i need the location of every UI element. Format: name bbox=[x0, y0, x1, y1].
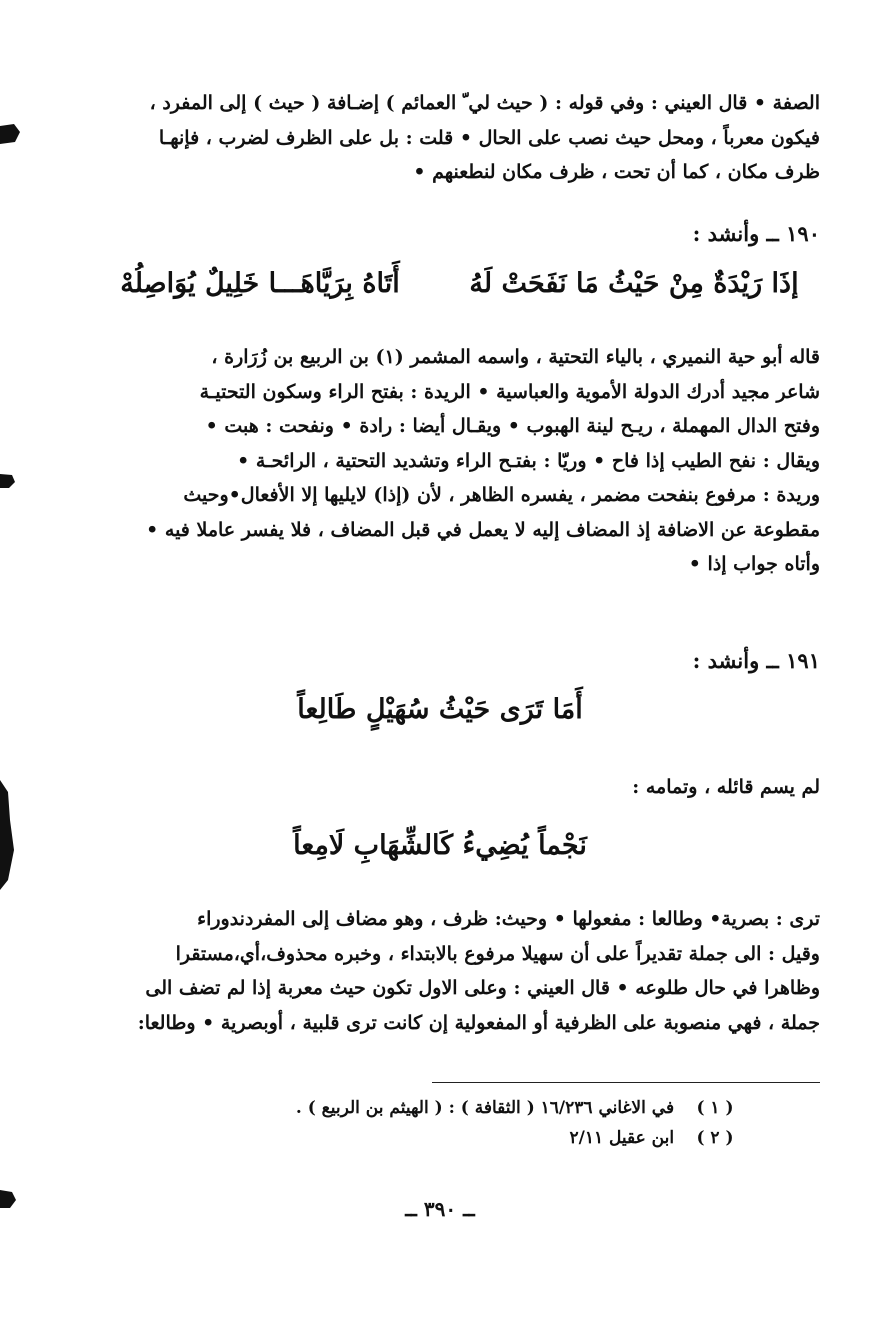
text-line: ترى : بصرية• وطالعا : مفعولها • وحيث: ظرف ، وهو مضاف إلى المفردندوراء bbox=[197, 908, 820, 930]
text-line: وظاهرا في حال طلوعه • قال العيني : وعلى الاول تكون حيث معربة إذا لم تضف الى bbox=[145, 977, 820, 999]
text-line: لم يسم قائله ، وتمامه : bbox=[632, 776, 820, 798]
verse-191-second-hemistich: نَجْماً يُضِيءُ كَالشِّهَابِ لَامِعاً bbox=[293, 830, 587, 861]
text-line: فيكون معرباً ، ومحل حيث نصب على الحال • قلت : بل على الظرف لضرب ، فإنهـا bbox=[158, 126, 820, 149]
poem-heading-191: ١٩١ ــ وأنشد : bbox=[692, 648, 820, 673]
text-line: قاله أبو حية النميري ، بالياء التحتية ، واسمه المشمر (١) بن الربيع بن زُرَارة ، bbox=[211, 346, 820, 368]
footnote-2 bbox=[150, 1128, 750, 1148]
text-line: الصفة • قال العيني : وفي قوله : ( حيث لي ّ العمائم ) إضـافة ( حيث ) إلى المفرد ، bbox=[149, 92, 820, 114]
footnote-text: ابن عقيل ٢/١١ bbox=[569, 1128, 675, 1148]
footnote-separator bbox=[432, 1082, 820, 1083]
text-line: مقطوعة عن الاضافة إذ المضاف إليه لا يعمل في قبل المضاف ، فلا يفسر عاملا فيه • bbox=[146, 518, 820, 541]
paragraph-2 bbox=[62, 340, 820, 582]
text-line: شاعر مجيد أدرك الدولة الأموية والعباسية • الريدة : بفتح الراء وسكون التحتيـة bbox=[199, 380, 820, 403]
paragraph-1 bbox=[62, 86, 820, 190]
footnote-number: ( ١ ) bbox=[696, 1098, 734, 1118]
text-line: جملة ، فهي منصوبة على الظرفية أو المفعولية إن كانت ترى قلبية ، أوبصرية • وطالعا: bbox=[137, 1011, 820, 1034]
text-line: ويقال : نفح الطيب إذا فاح • وريّا : بفتـح الراء وتشديد التحتية ، الرائحـة • bbox=[237, 449, 820, 472]
page-number: ــ ٣٩٠ ــ bbox=[405, 1197, 475, 1221]
text-line: وفتح الدال المهملة ، ريـح لينة الهبوب • ويقـال أيضا : رادة • ونفحت : هبت • bbox=[205, 415, 820, 437]
verse-190-second-hemistich: أَتَاهُ بِرَيَّاهَـــا خَلِيلٌ يُوَاصِلُهْ bbox=[120, 268, 400, 299]
scan-mark-icon bbox=[0, 120, 22, 150]
scan-edge-icon bbox=[0, 780, 18, 890]
footnote-text: في الاغاني ١٦/٢٣٦ ( الثقافة ) : ( الهيثم بن الربيع ) . bbox=[295, 1098, 675, 1118]
scan-mark-icon bbox=[0, 470, 18, 492]
paragraph-3 bbox=[62, 902, 820, 1040]
text-line: وقيل : الى جملة تقديراً على أن سهيلا مرفوع بالابتداء ، وخبره محذوف،أي،مستقرا bbox=[175, 942, 820, 965]
unnamed-poet-note bbox=[62, 770, 820, 805]
text-line: وأتاه جواب إذا • bbox=[688, 553, 820, 575]
poem-heading-190: ١٩٠ ــ وأنشد : bbox=[692, 221, 820, 246]
verse-190-first-hemistich: إذَا رَيْدَةٌ مِنْ حَيْثُ مَا نَفَحَتْ لَهُ bbox=[469, 268, 799, 299]
text-line: ظرف مكان ، كما أن تحت ، ظرف مكان لنطعنهم • bbox=[413, 161, 820, 183]
text-line: وريدة : مرفوع بنفحت مضمر ، يفسره الظاهر ، لأن (إذا) لايليها إلا الأفعال•وحيث bbox=[183, 484, 820, 506]
footnote-1 bbox=[150, 1098, 750, 1118]
scan-mark-icon bbox=[0, 1186, 20, 1212]
footnote-number: ( ٢ ) bbox=[696, 1128, 734, 1148]
verse-191-first-hemistich: أَمَا تَرَى حَيْثُ سُهَيْلٍ طَالِعاً bbox=[297, 694, 583, 725]
